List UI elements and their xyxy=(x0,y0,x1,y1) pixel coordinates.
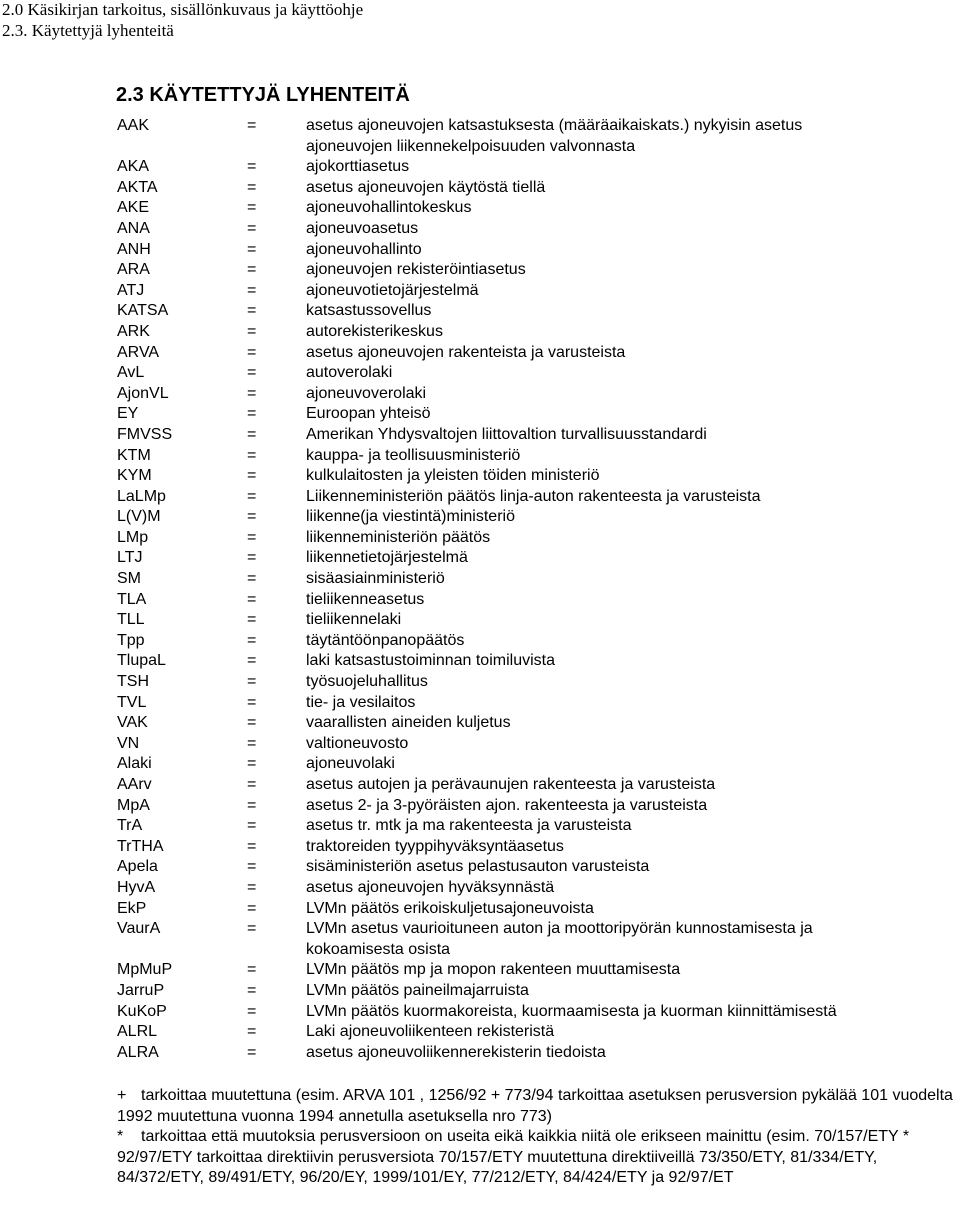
abbreviation-row xyxy=(117,713,957,734)
equals-sign: = xyxy=(247,384,257,402)
abbreviation-term: EkP xyxy=(117,899,147,917)
equals-sign: = xyxy=(247,281,257,299)
equals-sign: = xyxy=(247,240,257,258)
abbreviation-definition: asetus 2- ja 3-pyöräisten ajon. rakenteesta ja varusteista xyxy=(306,796,708,814)
abbreviation-definition: täytäntöönpanopäätös xyxy=(306,631,465,649)
abbreviation-row xyxy=(117,404,957,425)
abbreviation-row xyxy=(117,528,957,549)
abbreviation-term: EY xyxy=(117,405,139,423)
header-section: 2.3. Käytettyjä lyhenteitä xyxy=(2,21,174,40)
abbreviation-definition: asetus tr. mtk ja ma rakenteesta ja varusteista xyxy=(306,817,632,835)
abbreviation-term: LTJ xyxy=(117,549,143,567)
equals-sign: = xyxy=(247,1043,257,1061)
equals-sign: = xyxy=(247,322,257,340)
notes-section xyxy=(117,1086,960,1189)
abbreviation-row xyxy=(117,116,957,137)
abbreviation-term: MpMuP xyxy=(117,961,173,979)
equals-sign: = xyxy=(247,755,257,773)
abbreviation-term: KYM xyxy=(117,467,152,485)
abbreviation-definition: asetus ajoneuvojen rakenteista ja varusteista xyxy=(306,343,626,361)
abbreviation-definition: ajokorttiasetus xyxy=(306,158,410,176)
abbreviation-term: ALRA xyxy=(117,1043,159,1061)
footnote-symbol: + xyxy=(117,1087,127,1104)
abbreviation-row xyxy=(117,857,957,878)
abbreviation-definition: ajoneuvohallintokeskus xyxy=(306,199,472,217)
equals-sign: = xyxy=(247,817,257,835)
abbreviation-term: L(V)M xyxy=(117,508,161,526)
abbreviation-definition-continuation: kokoamisesta osista xyxy=(306,940,451,958)
abbreviation-definition: sisäasiainministeriö xyxy=(306,570,445,588)
equals-sign: = xyxy=(247,858,257,876)
abbreviation-definition: autoverolaki xyxy=(306,364,393,382)
abbreviation-row xyxy=(117,569,957,590)
abbreviation-row xyxy=(117,651,957,672)
footnote xyxy=(117,1127,960,1189)
abbreviation-term: KuKoP xyxy=(117,1002,167,1020)
equals-sign: = xyxy=(247,776,257,793)
footnote xyxy=(117,1086,960,1127)
equals-sign: = xyxy=(247,734,257,752)
abbreviation-row xyxy=(117,446,957,467)
equals-sign: = xyxy=(247,1023,257,1041)
abbreviation-row xyxy=(117,981,957,1002)
abbreviation-definition: Laki ajoneuvoliikenteen rekisteristä xyxy=(306,1023,555,1041)
abbreviation-row xyxy=(117,322,957,343)
abbreviation-row xyxy=(117,878,957,899)
abbreviation-definition: liikenne(ja viestintä)ministeriö xyxy=(306,508,515,526)
abbreviation-row xyxy=(117,693,957,714)
abbreviation-row xyxy=(117,178,957,199)
abbreviation-term: ANA xyxy=(117,219,150,237)
equals-sign: = xyxy=(247,446,257,464)
abbreviation-term: SM xyxy=(117,570,141,588)
abbreviation-definition: LVMn päätös paineilmajarruista xyxy=(306,981,529,999)
abbreviation-definition: Amerikan Yhdysvaltojen liittovaltion turvallisuusstandardi xyxy=(306,425,707,443)
abbreviation-row xyxy=(117,219,957,240)
equals-sign: = xyxy=(247,343,257,361)
abbreviation-row xyxy=(117,240,957,261)
abbreviation-term: FMVSS xyxy=(117,425,173,443)
abbreviation-row xyxy=(117,1043,957,1064)
abbreviation-term: ANH xyxy=(117,240,151,258)
abbreviation-row xyxy=(117,198,957,219)
equals-sign: = xyxy=(247,199,257,217)
abbreviation-definition: kulkulaitosten ja yleisten töiden ministeriö xyxy=(306,467,600,485)
abbreviation-term: ARA xyxy=(117,261,150,279)
abbreviation-definition: tieliikenneasetus xyxy=(306,590,425,608)
abbreviation-row xyxy=(117,754,957,775)
equals-sign: = xyxy=(247,219,257,237)
abbreviation-definition: ajoneuvohallinto xyxy=(306,240,422,258)
abbreviation-row xyxy=(117,796,957,817)
abbreviation-term: TrA xyxy=(117,817,143,835)
page-title: 2.3 KÄYTETTYJÄ LYHENTEITÄ xyxy=(116,84,410,106)
abbreviation-row-continuation xyxy=(117,137,957,158)
abbreviation-definition: traktoreiden tyyppihyväksyntäasetus xyxy=(306,837,564,855)
abbreviation-term: TrTHA xyxy=(117,837,164,855)
equals-sign: = xyxy=(247,631,257,649)
abbreviation-row xyxy=(117,590,957,611)
equals-sign: = xyxy=(247,178,257,196)
abbreviation-term: AArv xyxy=(117,776,152,793)
abbreviation-term: Alaki xyxy=(117,755,152,773)
abbreviation-term: AKTA xyxy=(117,178,158,196)
abbreviation-definition: ajoneuvojen rekisteröintiasetus xyxy=(306,261,526,279)
abbreviation-definition: asetus ajoneuvojen käytöstä tiellä xyxy=(306,178,546,196)
abbreviation-term: LaLMp xyxy=(117,487,166,505)
equals-sign: = xyxy=(247,981,257,999)
abbreviation-row xyxy=(117,384,957,405)
abbreviation-term: TlupaL xyxy=(117,652,166,670)
abbreviation-row xyxy=(117,157,957,178)
equals-sign: = xyxy=(247,405,257,423)
abbreviation-row xyxy=(117,899,957,920)
abbreviation-row xyxy=(117,775,957,796)
equals-sign: = xyxy=(247,590,257,608)
abbreviation-definition: sisäministeriön asetus pelastusauton varusteista xyxy=(306,858,650,876)
abbreviation-definition: LVMn päätös mp ja mopon rakenteen muuttamisesta xyxy=(306,961,681,979)
equals-sign: = xyxy=(247,920,257,938)
equals-sign: = xyxy=(247,714,257,732)
abbreviation-definition: LVMn asetus vaurioituneen auton ja moottoripyörän kunnostamisesta ja xyxy=(306,920,813,938)
abbreviation-row xyxy=(117,507,957,528)
abbreviation-definition: Euroopan yhteisö xyxy=(306,405,431,423)
equals-sign: = xyxy=(247,652,257,670)
abbreviation-definition: asetus autojen ja perävaunujen rakenteesta ja varusteista xyxy=(306,776,716,793)
abbreviation-definition: autorekisterikeskus xyxy=(306,322,443,340)
equals-sign: = xyxy=(247,878,257,896)
footnote-text: tarkoittaa että muutoksia perusversioon on useita eikä kaikkia niitä ole erikseen mainittu (esim. 70/157/ETY * 92/97/ETY tarkoittaa direktiivin perusversiota 70/157/ETY muutettuna direktiiveillä 73/350/ETY, 81/334/ETY, 84/372/ETY, 89/491/ETY, 96/20/EY, 1999/101/EY, 77/212/ETY, 84/424/ETY ja 92/97/ET xyxy=(117,1128,910,1187)
equals-sign: = xyxy=(247,837,257,855)
abbreviation-definition: LVMn päätös kuormakoreista, kuormaamisesta ja kuorman kiinnittämisestä xyxy=(306,1002,837,1020)
abbreviation-term: HyvA xyxy=(117,878,156,896)
abbreviation-term: AKA xyxy=(117,158,150,176)
abbreviation-definition: työsuojeluhallitus xyxy=(306,673,428,691)
abbreviation-definition: asetus ajoneuvojen katsastuksesta (määräaikaiskats.) nykyisin asetus xyxy=(306,117,803,134)
equals-sign: = xyxy=(247,549,257,567)
abbreviation-row xyxy=(117,610,957,631)
header-chapter: 2.0 Käsikirjan tarkoitus, sisällönkuvaus ja käyttöohje xyxy=(2,0,364,19)
equals-sign: = xyxy=(247,508,257,526)
equals-sign: = xyxy=(247,693,257,711)
abbreviation-definition: liikenneministeriön päätös xyxy=(306,528,491,546)
abbreviation-row xyxy=(117,260,957,281)
abbreviation-row xyxy=(117,816,957,837)
equals-sign: = xyxy=(247,611,257,629)
abbreviation-row xyxy=(117,837,957,858)
abbreviation-row xyxy=(117,343,957,364)
abbreviation-row-continuation xyxy=(117,940,957,961)
abbreviation-term: TVL xyxy=(117,693,147,711)
abbreviation-term: MpA xyxy=(117,796,150,814)
abbreviation-list xyxy=(117,116,957,1063)
abbreviation-row xyxy=(117,919,957,940)
abbreviation-term: Tpp xyxy=(117,631,145,649)
abbreviation-term: KATSA xyxy=(117,302,169,320)
equals-sign: = xyxy=(247,302,257,320)
equals-sign: = xyxy=(247,261,257,279)
abbreviation-term: TLA xyxy=(117,590,147,608)
abbreviation-term: AvL xyxy=(117,364,145,382)
equals-sign: = xyxy=(247,425,257,443)
abbreviation-definition: ajoneuvoverolaki xyxy=(306,384,427,402)
abbreviation-row xyxy=(117,734,957,755)
equals-sign: = xyxy=(247,487,257,505)
abbreviation-term: AKE xyxy=(117,199,150,217)
abbreviation-term: JarruP xyxy=(117,981,165,999)
abbreviation-row xyxy=(117,672,957,693)
abbreviation-definition: tie- ja vesilaitos xyxy=(306,693,416,711)
abbreviation-term: VN xyxy=(117,734,140,752)
equals-sign: = xyxy=(247,117,257,134)
equals-sign: = xyxy=(247,364,257,382)
equals-sign: = xyxy=(247,796,257,814)
abbreviation-definition: laki katsastustoiminnan toimiluvista xyxy=(306,652,555,670)
abbreviation-definition: Liikenneministeriön päätös linja-auton rakenteesta ja varusteista xyxy=(306,487,761,505)
abbreviation-row xyxy=(117,487,957,508)
abbreviation-row xyxy=(117,425,957,446)
abbreviation-term: LMp xyxy=(117,528,149,546)
abbreviation-definition-continuation: ajoneuvojen liikennekelpoisuuden valvonnasta xyxy=(306,137,636,155)
equals-sign: = xyxy=(247,570,257,588)
abbreviation-term: AjonVL xyxy=(117,384,169,402)
footnote-symbol: * xyxy=(117,1128,124,1146)
equals-sign: = xyxy=(247,673,257,691)
abbreviation-term: TLL xyxy=(117,611,145,629)
abbreviation-definition: kauppa- ja teollisuusministeriö xyxy=(306,446,521,464)
equals-sign: = xyxy=(247,467,257,485)
abbreviation-definition: asetus ajoneuvojen hyväksynnästä xyxy=(306,878,555,896)
abbreviation-row xyxy=(117,960,957,981)
abbreviation-row xyxy=(117,1002,957,1023)
abbreviation-row xyxy=(117,281,957,302)
abbreviation-definition: LVMn päätös erikoiskuljetusajoneuvoista xyxy=(306,899,594,917)
abbreviation-term: AAK xyxy=(117,117,150,134)
abbreviation-definition: katsastussovellus xyxy=(306,302,432,320)
abbreviation-definition: asetus ajoneuvoliikennerekisterin tiedoista xyxy=(306,1043,606,1061)
abbreviation-term: VaurA xyxy=(117,920,161,938)
abbreviation-definition: ajoneuvotietojärjestelmä xyxy=(306,281,479,299)
equals-sign: = xyxy=(247,1002,257,1020)
abbreviation-term: TSH xyxy=(117,673,149,691)
abbreviation-term: KTM xyxy=(117,446,151,464)
abbreviation-row xyxy=(117,363,957,384)
abbreviation-term: ARVA xyxy=(117,343,160,361)
abbreviation-definition: ajoneuvoasetus xyxy=(306,219,419,237)
abbreviation-definition: tieliikennelaki xyxy=(306,611,402,629)
abbreviation-definition: valtioneuvosto xyxy=(306,734,409,752)
abbreviation-row xyxy=(117,1022,957,1043)
abbreviation-row xyxy=(117,301,957,322)
abbreviation-term: ALRL xyxy=(117,1023,158,1041)
abbreviation-term: VAK xyxy=(117,714,148,732)
equals-sign: = xyxy=(247,961,257,979)
abbreviation-definition: liikennetietojärjestelmä xyxy=(306,549,468,567)
abbreviation-row xyxy=(117,548,957,569)
abbreviation-row xyxy=(117,631,957,652)
equals-sign: = xyxy=(247,528,257,546)
abbreviation-term: ATJ xyxy=(117,281,145,299)
footnote-text: tarkoittaa muutettuna (esim. ARVA 101 , 1256/92 + 773/94 tarkoittaa asetuksen perusversion pykälää 101 vuodelta 1992 muutettuna vuonna 1994 annetulla asetuksella nro 773) xyxy=(117,1087,953,1125)
abbreviation-definition: vaarallisten aineiden kuljetus xyxy=(306,714,511,732)
equals-sign: = xyxy=(247,899,257,917)
abbreviation-term: ARK xyxy=(117,322,150,340)
abbreviation-definition: ajoneuvolaki xyxy=(306,755,395,773)
abbreviation-term: Apela xyxy=(117,858,158,876)
equals-sign: = xyxy=(247,158,257,176)
abbreviation-row xyxy=(117,466,957,487)
